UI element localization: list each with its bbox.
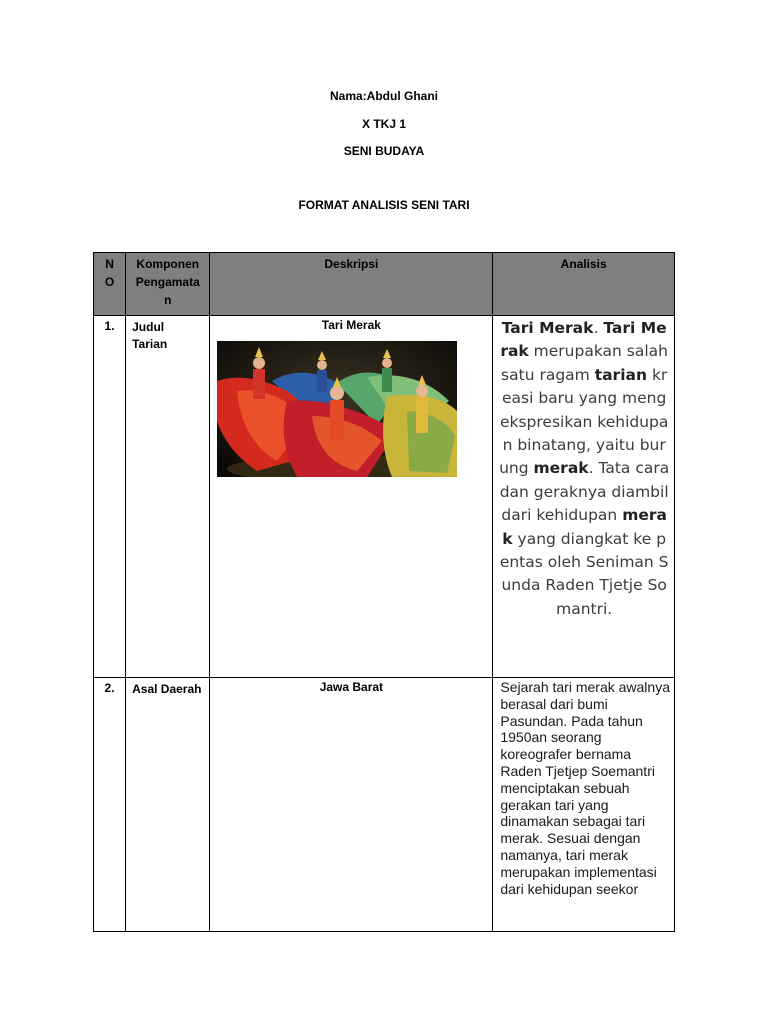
analisis-fragment: kreasi baru yang mengekspresikan kehidupan binatang, yaitu burung	[499, 365, 669, 478]
row-komponen: Asal Daerah	[126, 678, 210, 932]
analisis-fragment: tarian	[594, 365, 648, 384]
analisis-fragment: merak	[533, 459, 589, 478]
analisis-text	[493, 316, 674, 629]
analysis-table	[93, 252, 675, 932]
row-number: 1.	[94, 316, 126, 678]
analisis-fragment: merupakan salah satu ragam	[501, 342, 669, 384]
document-title: FORMAT ANALISIS SENI TARI	[298, 198, 470, 212]
analisis-fragment: .	[593, 319, 604, 337]
deskripsi-text: Jawa Barat	[319, 680, 384, 694]
row-deskripsi	[210, 316, 493, 678]
row-komponen: Judul Tarian	[126, 316, 210, 678]
deskripsi-text: Tari Merak	[321, 318, 381, 332]
student-name: Nama:Abdul Ghani	[329, 89, 438, 103]
column-header-deskripsi: Deskripsi	[210, 253, 493, 316]
subject-title: SENI BUDAYA	[343, 144, 425, 158]
row-deskripsi	[210, 678, 493, 932]
analisis-text: Sejarah tari merak awalnya berasal dari bumi Pasundan. Pada tahun 1950an seorang koreografer bernama Raden Tjetjep Soemantri menciptakan sebuah gerakan tari yang dinamakan sebagai tari merak. Sesuai dengan namanya, tari merak merupakan implementasi dari kehidupan seekor	[500, 679, 670, 897]
table-row	[94, 316, 675, 678]
row-number: 2.	[94, 678, 126, 932]
analisis-fragment: . Tata cara dan geraknya diambil dari kehidupan	[499, 459, 670, 525]
student-class: X TKJ 1	[361, 117, 406, 131]
analisis-fragment: yang diangkat ke pentas oleh Seniman Sunda Raden Tjetje Somantri.	[499, 529, 669, 618]
column-header-analisis: Analisis	[493, 253, 675, 316]
column-header-no: N O	[94, 253, 126, 316]
analisis-fragment: Tari Merak	[500, 319, 667, 361]
row-analisis	[493, 316, 675, 678]
analisis-fragment: Tari Merak	[501, 319, 594, 337]
tari-merak-photo	[217, 341, 457, 477]
analisis-fragment: merak	[502, 506, 667, 548]
table-row	[94, 678, 675, 932]
row-analisis	[493, 678, 675, 932]
table-header-row	[94, 253, 675, 316]
column-header-komponen: Komponen Pengamata n	[126, 253, 210, 316]
